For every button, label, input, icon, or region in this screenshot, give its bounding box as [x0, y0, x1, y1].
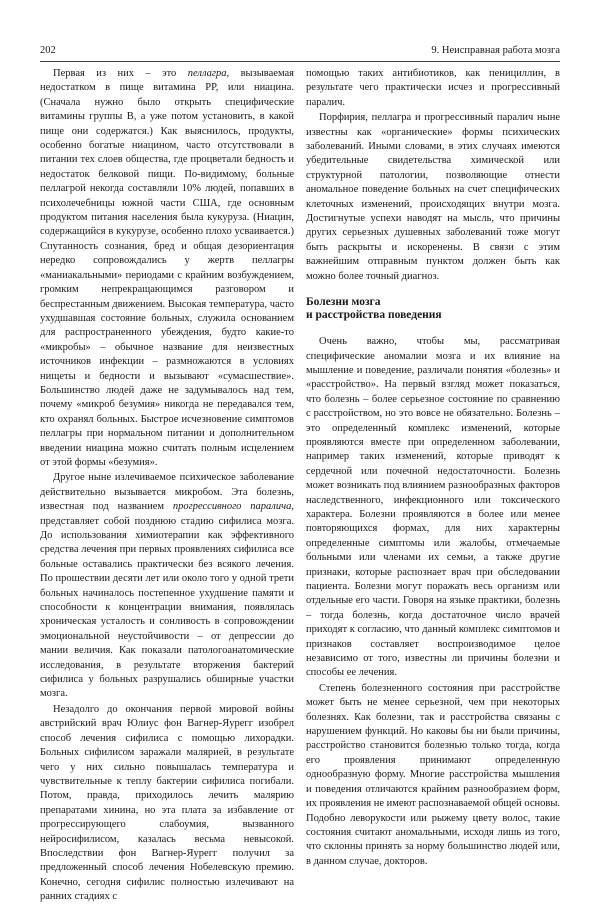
- paragraph-wagner-jauregg: Незадолго до окончания первой мировой войны австрийский врач Юлиус фон Вагнер-Яурегг изобрел способ лечения сифилиса с помощью лихорадки. Больных сифилисом заражали малярией, в результате чего у них сильно повышалась температура и чувствительные к теплу бактерии сифилиса погибали. Потом, правда, приходилось лечить малярию препаратами хинина, но эта плата за избавление от прогрессирующего слабоумия, вызванного нейросифилисом, казалась весьма невысокой. Впоследствии фон Вагнер-Яурегг получил за предложенный способ лечения Нобелевскую премию. Конечно, сегодня сифилис полностью излечивают на ранних стадиях с: [40, 703, 294, 903]
- section-heading-line-1: Болезни мозга: [306, 296, 381, 309]
- section-heading: [306, 296, 560, 322]
- paragraph-organic-forms: Порфирия, пеллагра и прогрессивный паралич ныне известны как «органические» формы психических заболеваний. Иными словами, в этих случаях имеются убедительные свидетельства химической или структурной патологии, позволяющие отнести аномальное поведение больных на счет специфических клеточных изменений, происходящих внутри мозга. Достигнутые успехи наводят на мысль, что причины других серьезных душевных заболеваний тоже могут быть раскрыты и искоренены. В связи с этим важнейшим отправным пунктом должен быть как можно более точный диагноз.: [306, 112, 560, 282]
- paragraph-continuation: помощью таких антибиотиков, как пенициллин, в результате чего практически исчез и прогрессивный паралич.: [306, 68, 560, 108]
- section-heading-line-2: и расстройства поведения: [306, 309, 442, 322]
- paragraph-disorder-severity: Степень болезненного состояния при расстройстве может быть не менее серьезной, чем при некоторых болезнях. Как болезни, так и расстройства связаны с нарушением функций. Но каковы бы ни были причины, расстройство становится болезнью только тогда, когда его проявления принимают определенную однообразную форму. Многие расстройства мышления и поведения отличаются крайним разнообразием форм, их проявления не имеют распознаваемой общей основы. Подобно леворукости или рыжему цвету волос, такие состояния считают аномальными, исходя лишь из того, что склонны принять за норму большинство людей или, в данном случае, докторов.: [306, 682, 560, 867]
- running-chapter-title: 9. Неисправная работа мозга: [431, 45, 560, 56]
- left-column: [40, 67, 294, 905]
- paragraph-pellagra: Первая из них – это пеллагра, вызываемая недостатком в пище витамина PP, или ниацина. (Сначала нужно было открыть специфические витамины группы B, а уже потом установить, в какой пище они содержатся.) Как выяснилось, продукты, особенно богатые ниацином, часто отсутствовали в питании тех слоев общества, где процветали бедность и недостаток белковой пищи. По-видимому, больные пеллагрой некогда составляли 10% людей, попавших в психолечебницы южной части США, где основным продуктом питания населения была кукуруза. (Ниацин, содержащийся в кукурузе, особенно плохо усваивается.) Спутанность сознания, бред и общая дезориентация нередко сопровождались у жертв пеллагры «маниакальными» периодами с крайним возбуждением, громким непрекращающимся разговором и беспрестанным движением. Высокая температура, часто ухудшавшая состояние больных, служила основанием для распространенного убеждения, будто какие-то «микробы» – обычное название для неизвестных источников инфекции – размножаются в условиях нищеты и бедности и вызывают «сумасшествие». Большинство людей даже не задумывалось над тем, почему «микроб безумия» никогда не передавался тем, кто охранял больных. Быстрое исчезновение симптомов пеллагры при нормальном питании и дополнительном введении ниацина можно считать полным исцелением от этой формы «безумия».: [40, 68, 295, 468]
- paragraph-disease-vs-disorder: Очень важно, чтобы мы, рассматривая специфические аномалии мозга и их влияние на мышление и поведение, различали понятия «болезнь» и «расстройство». На первый взгляд может показаться, что болезнь – более серьезное состояние по сравнению с расстройством, но это вовсе не обязательно. Болезнь – это определенный комплекс изменений, которые проявляются вместе при определенном заболевании, например таких изменений, которые приводят к сердечной или почечной недостаточности. Болезнь может возникать под влиянием разнообразных факторов наследственного, инфекционного или токсического характера. Болезни проявляются в более или менее повторяющихся формах, для них характерны определенные симптомы или жалобы, отмечаемые больными или членами их семьи, а также другие признаки, которые распознает врач при обследовании пациента. Болезни могут поражать весь организм или отдельные его части. Говоря на языке практики, болезнь – тогда болезнь, когда достаточное число врачей приходят к согласию, что данный комплекс симптомов и признаков составляет воспроизводимое целое независимо от того, известны ли причины болезни и способы ее лечения.: [306, 336, 560, 679]
- page-number: 202: [40, 45, 56, 56]
- header-rule: [40, 61, 560, 62]
- page-header: [40, 44, 560, 58]
- paragraph-syphilis: Другое ныне излечиваемое психическое заболевание действительно вызывается микробом. Эта болезнь, известная под названием прогрессивного паралича, представляет собой позднюю стадию сифилиса мозга. До использования химиотерапии как эффективного средства лечения при первых проявлениях сифилиса все больные оставались практически без всякого лечения. По прошествии десяти лет или около того у одной трети больных начиналось постепенное ухудшение памяти и способности к концентрации внимания, появлялась хроническая усталость и сонливость в сопровождении эмоциональной неустойчивости – от депрессии до мании величия. Как показали патологоанатомические исследования, в результате вторжения бактерий сифилиса у больных разрушались обширные участки мозга.: [40, 472, 294, 700]
- right-column: [306, 67, 560, 869]
